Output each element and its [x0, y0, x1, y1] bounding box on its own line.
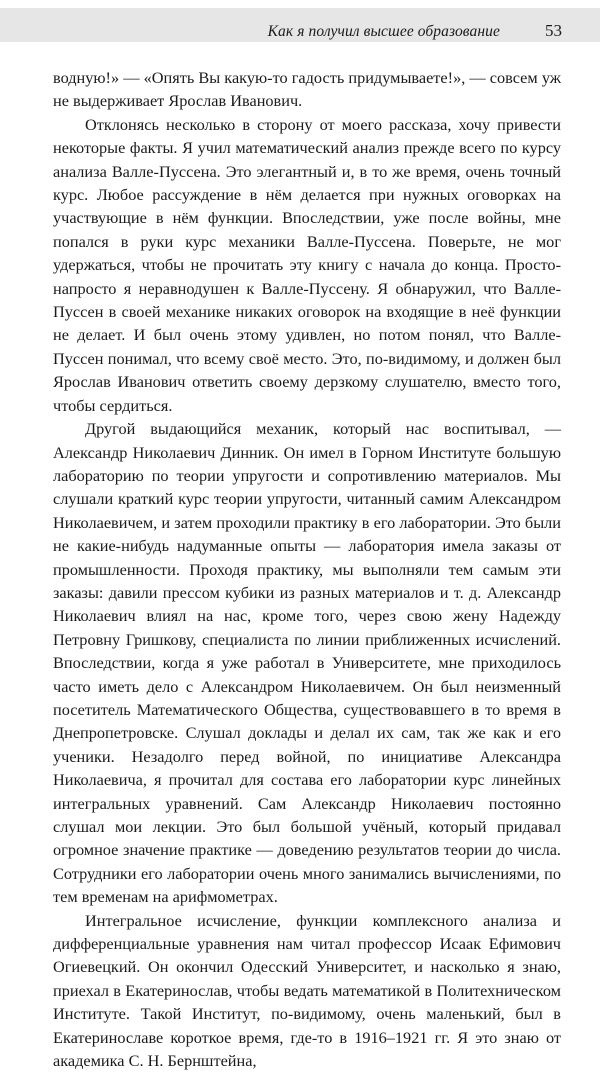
body-text	[53, 66, 561, 1072]
page-number: 53	[545, 21, 562, 40]
running-header	[0, 8, 600, 42]
paragraph: Интегральное исчисление, функции комплексного анализа и дифференциальные уравнения нам читал профессор Исаак Ефимович Огиевецкий. Он окончил Одесский Университет, и насколько я знаю, приехал в Екатеринослав, чтобы ведать математикой в Политехническом Институте. Такой Институт, по-видимому, очень маленький, был в Екатеринославе короткое время, где-то в 1916–1921 гг. Я это знаю от академика С. Н. Бернштейна,	[53, 910, 561, 1071]
paragraph: Отклонясь несколько в сторону от моего рассказа, хочу привести некоторые факты. Я учил математический анализ прежде всего по курсу анализа Валле-Пуссена. Это элегантный и, в то же время, очень точный курс. Любое рассуждение в нём делается при нужных оговорках на участвующие в нём функции. Впоследствии, уже после войны, мне попался в руки курс механики Валле-Пуссена. Поверьте, не мог удержаться, чтобы не прочитать эту книгу с начала до конца. Просто-напросто я неравнодушен к Валле-Пуссену. Я обнаружил, что Валле-Пуссен в своей механике никаких оговорок на входящие в неё функции не делает. И был очень этому удивлен, но потом понял, что Валле-Пуссен понимал, что всему своё место. Это, по-видимому, и должен был Ярослав Иванович ответить своему дерзкому слушателю, вместо того, чтобы сердиться.	[53, 114, 561, 415]
paragraph: водную!» — «Опять Вы какую-то гадость придумываете!», — совсем уж не выдерживает Ярослав Иванович.	[53, 68, 561, 111]
paragraph: Другой выдающийся механик, который нас воспитывал, — Александр Николаевич Динник. Он имел в Горном Институте большую лабораторию по теории упругости и сопротивлению материалов. Мы слушали краткий курс теории упругости, читанный самим Александром Николаевичем, и затем проходили практику в его лаборатории. Это были не какие-нибудь надуманные опыты — лаборатория имела заказы от промышленности. Проходя практику, мы выполняли тем самым эти заказы: давили прессом кубики из разных материалов и т. д. Александр Николаевич влиял на нас, кроме того, через свою жену Надежду Петровну Гришкову, специалиста по линии приближенных исчислений. Впоследствии, когда я уже работал в Университете, мне приходилось часто иметь дело с Александром Николаевичем. Он был неизменный посетитель Математического Общества, существовавшего в то время в Днепропетровске. Слушал доклады и делал их сам, так же как и его ученики. Незадолго перед войной, по инициативе Александра Николаевича, я прочитал для состава его лаборатории курс линейных интегральных уравнений. Сам Александр Николаевич постоянно слушал мои лекции. Это был большой учёный, который придавал огромное значение практике — доведению результатов теории до числа. Сотрудники его лаборатории очень много занимались вычислениями, по тем временам на арифмометрах.	[53, 419, 561, 907]
chapter-title: Как я получил высшее образование	[267, 23, 500, 40]
